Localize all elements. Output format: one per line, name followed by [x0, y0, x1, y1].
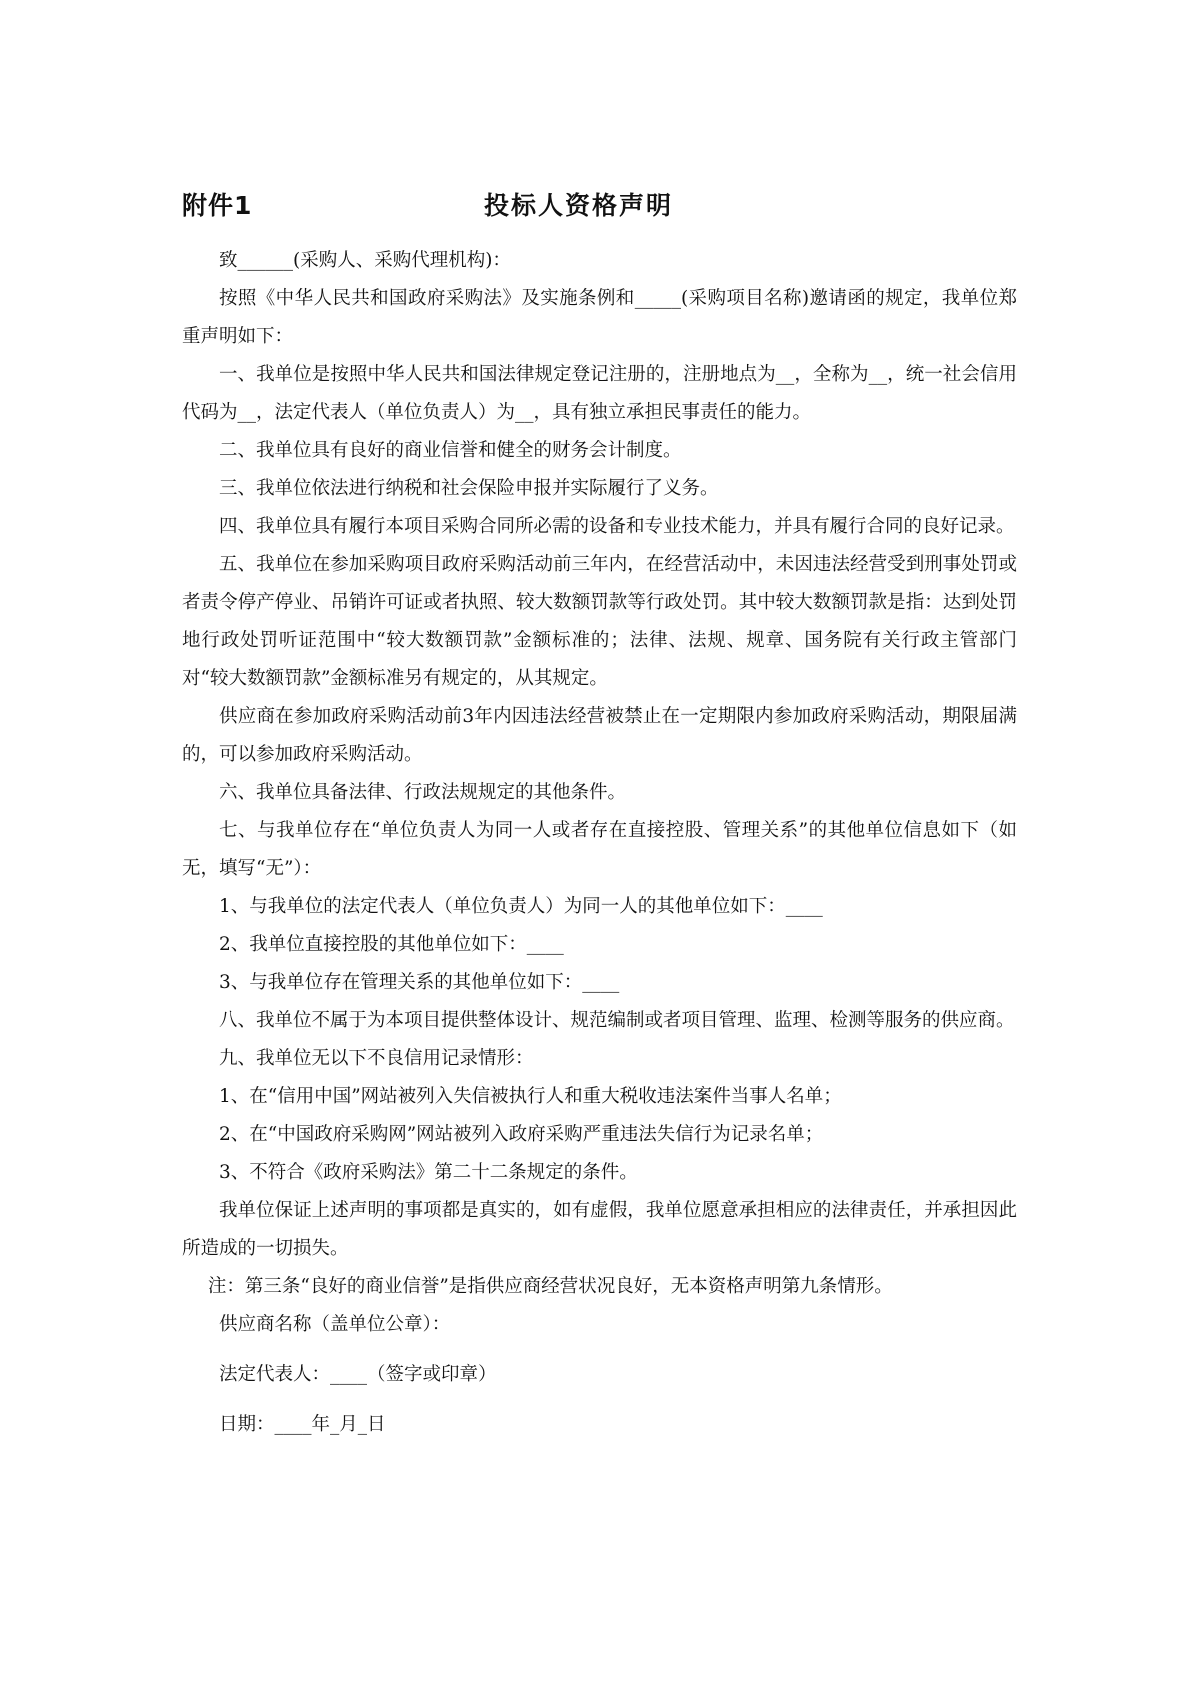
clause-9-item-3: 3、不符合《政府采购法》第二十二条规定的条件。 [219, 1162, 638, 1183]
clause-9-item-2: 2、在“中国政府采购网”网站被列入政府采购严重违法失信行为记录名单； [219, 1124, 824, 1145]
date-line: 日期：____年_月_日 [219, 1414, 386, 1435]
clause-7-item-3: 3、与我单位存在管理关系的其他单位如下：____ [219, 972, 620, 993]
clause-7: 七、与我单位存在“单位负责人为同一人或者存在直接控股、管理关系”的其他单位信息如下（如无，填写“无”）： [182, 820, 1017, 879]
document-body [182, 242, 1017, 1444]
supplier-name-line: 供应商名称（盖单位公章）： [219, 1314, 451, 1335]
annex-label: 附件1 [182, 191, 253, 220]
addressee-line: 致______(采购人、采购代理机构)： [219, 250, 511, 271]
clause-3: 三、我单位依法进行纳税和社会保险申报并实际履行了义务。 [219, 478, 719, 499]
guarantee-paragraph: 我单位保证上述声明的事项都是真实的，如有虚假，我单位愿意承担相应的法律责任，并承担因此所造成的一切损失。 [182, 1200, 1017, 1259]
clause-5: 五、我单位在参加采购项目政府采购活动前三年内，在经营活动中，未因违法经营受到刑事处罚或者责令停产停业、吊销许可证或者执照、较大数额罚款等行政处罚。其中较大数额罚款是指：达到处罚地行政处罚听证范围中“较大数额罚款”金额标准的；法律、法规、规章、国务院有关行政主管部门对“较大数额罚款”金额标准另有规定的，从其规定。 [182, 554, 1017, 689]
clause-1: 一、我单位是按照中华人民共和国法律规定登记注册的，注册地点为__，全称为__，统一社会信用代码为__，法定代表人（单位负责人）为__，具有独立承担民事责任的能力。 [182, 364, 1017, 423]
document-header [182, 186, 1032, 232]
clause-2: 二、我单位具有良好的商业信誉和健全的财务会计制度。 [219, 440, 682, 461]
clause-8: 八、我单位不属于为本项目提供整体设计、规范编制或者项目管理、监理、检测等服务的供应商。 [219, 1010, 1015, 1031]
clause-9: 九、我单位无以下不良信用记录情形： [219, 1048, 534, 1069]
note-paragraph: 注：第三条“良好的商业信誉”是指供应商经营状况良好，无本资格声明第九条情形。 [207, 1276, 893, 1297]
clause-5-supplement: 供应商在参加政府采购活动前3年内因违法经营被禁止在一定期限内参加政府采购活动，期限届满的，可以参加政府采购活动。 [182, 706, 1017, 765]
clause-4: 四、我单位具有履行本项目采购合同所必需的设备和专业技术能力，并具有履行合同的良好记录。 [219, 516, 1015, 537]
legal-representative-line: 法定代表人：____（签字或印章） [219, 1364, 497, 1385]
clause-6: 六、我单位具备法律、行政法规规定的其他条件。 [219, 782, 627, 803]
clause-7-item-1: 1、与我单位的法定代表人（单位负责人）为同一人的其他单位如下：____ [219, 896, 823, 917]
clause-9-item-1: 1、在“信用中国”网站被列入失信被执行人和重大税收违法案件当事人名单； [219, 1086, 842, 1107]
clause-7-item-2: 2、我单位直接控股的其他单位如下：____ [219, 934, 564, 955]
document-title: 投标人资格声明 [484, 191, 674, 220]
intro-paragraph: 按照《中华人民共和国政府采购法》及实施条例和_____(采购项目名称)邀请函的规定，我单位郑重声明如下： [182, 288, 1017, 347]
